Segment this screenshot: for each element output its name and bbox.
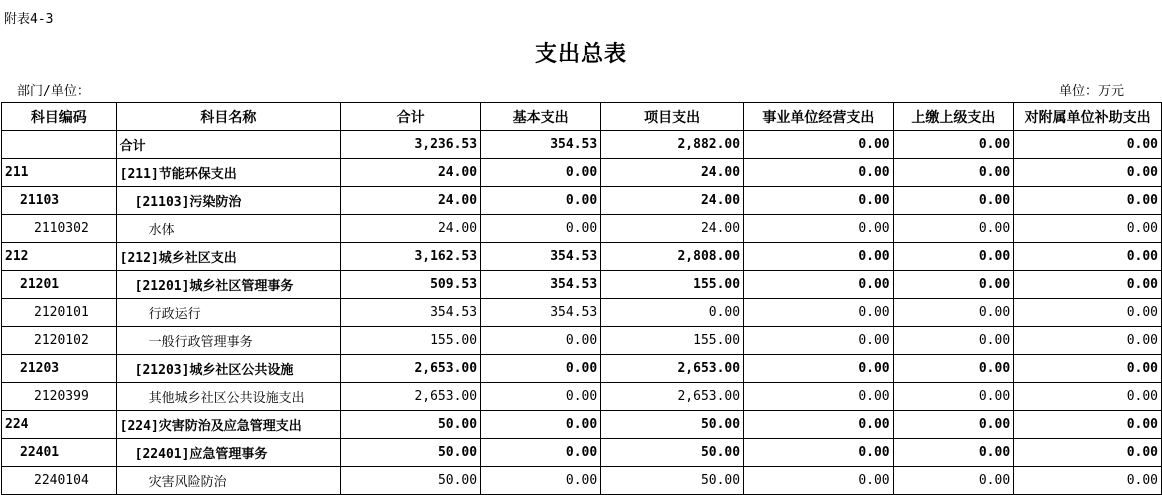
amount-cell: 3,162.53: [341, 243, 481, 271]
subject-code-cell: [2, 131, 117, 159]
subject-name-cell: [211]节能环保支出: [116, 159, 341, 187]
amount-cell: 0.00: [893, 215, 1014, 243]
subject-code-cell: 211: [2, 159, 117, 187]
table-header-row: [2, 103, 1162, 131]
amount-cell: 2,882.00: [601, 131, 744, 159]
amount-cell: 50.00: [341, 411, 481, 439]
amount-cell: 0.00: [481, 355, 601, 383]
amount-cell: 0.00: [481, 439, 601, 467]
subject-name-cell: 合计: [116, 131, 341, 159]
column-header: 对附属单位补助支出: [1014, 103, 1162, 131]
column-header: 科目编码: [2, 103, 117, 131]
amount-cell: 0.00: [744, 299, 894, 327]
table-row: [2, 411, 1162, 439]
subject-name-cell: [21203]城乡社区公共设施: [116, 355, 341, 383]
subject-name-cell: [224]灾害防治及应急管理支出: [116, 411, 341, 439]
amount-cell: 0.00: [481, 467, 601, 495]
subject-code-cell: 22401: [2, 439, 117, 467]
appendix-label: 附表4-3: [4, 12, 54, 27]
amount-cell: 50.00: [601, 439, 744, 467]
amount-cell: 0.00: [1014, 131, 1162, 159]
subject-code-cell: 21203: [2, 355, 117, 383]
amount-cell: 0.00: [1014, 439, 1162, 467]
subject-code-cell: 2110302: [2, 215, 117, 243]
subject-code-cell: 21201: [2, 271, 117, 299]
amount-cell: 0.00: [1014, 411, 1162, 439]
amount-cell: 24.00: [341, 159, 481, 187]
table-row: [2, 131, 1162, 159]
subject-code-cell: 21103: [2, 187, 117, 215]
amount-cell: 0.00: [893, 299, 1014, 327]
subject-name-cell: 行政运行: [116, 299, 341, 327]
amount-cell: 0.00: [1014, 187, 1162, 215]
amount-cell: 0.00: [744, 243, 894, 271]
amount-cell: 0.00: [1014, 243, 1162, 271]
subject-code-cell: 2120101: [2, 299, 117, 327]
subject-code-cell: 2120102: [2, 327, 117, 355]
amount-cell: 0.00: [744, 159, 894, 187]
amount-cell: 50.00: [601, 467, 744, 495]
amount-cell: 50.00: [341, 439, 481, 467]
unit-label: 单位：万元: [1058, 84, 1124, 99]
amount-cell: 155.00: [601, 271, 744, 299]
amount-cell: 0.00: [744, 411, 894, 439]
subject-name-cell: 一般行政管理事务: [116, 327, 341, 355]
amount-cell: 0.00: [481, 383, 601, 411]
amount-cell: 24.00: [341, 187, 481, 215]
amount-cell: 0.00: [893, 355, 1014, 383]
amount-cell: 0.00: [893, 187, 1014, 215]
amount-cell: 0.00: [744, 439, 894, 467]
table-row: [2, 215, 1162, 243]
amount-cell: 354.53: [481, 299, 601, 327]
table-row: [2, 439, 1162, 467]
subject-name-cell: 水体: [116, 215, 341, 243]
amount-cell: 0.00: [601, 299, 744, 327]
subject-name-cell: [22401]应急管理事务: [116, 439, 341, 467]
amount-cell: 0.00: [744, 271, 894, 299]
amount-cell: 0.00: [893, 327, 1014, 355]
amount-cell: 0.00: [893, 243, 1014, 271]
amount-cell: 2,808.00: [601, 243, 744, 271]
amount-cell: 0.00: [481, 411, 601, 439]
amount-cell: 2,653.00: [601, 383, 744, 411]
table-row: [2, 383, 1162, 411]
table-row: [2, 187, 1162, 215]
amount-cell: 2,653.00: [341, 355, 481, 383]
amount-cell: 0.00: [481, 159, 601, 187]
column-header: 科目名称: [116, 103, 341, 131]
amount-cell: 0.00: [1014, 299, 1162, 327]
amount-cell: 0.00: [744, 215, 894, 243]
amount-cell: 354.53: [481, 243, 601, 271]
amount-cell: 0.00: [1014, 467, 1162, 495]
amount-cell: 2,653.00: [601, 355, 744, 383]
amount-cell: 155.00: [601, 327, 744, 355]
table-row: [2, 271, 1162, 299]
column-header: 基本支出: [481, 103, 601, 131]
column-header: 上缴上级支出: [893, 103, 1014, 131]
amount-cell: 509.53: [341, 271, 481, 299]
amount-cell: 0.00: [1014, 383, 1162, 411]
amount-cell: 0.00: [744, 467, 894, 495]
amount-cell: 0.00: [893, 467, 1014, 495]
page-title: 支出总表: [534, 42, 627, 67]
amount-cell: 155.00: [341, 327, 481, 355]
column-header: 合计: [341, 103, 481, 131]
subject-name-cell: [212]城乡社区支出: [116, 243, 341, 271]
amount-cell: 0.00: [481, 327, 601, 355]
amount-cell: 24.00: [341, 215, 481, 243]
column-header: 项目支出: [601, 103, 744, 131]
amount-cell: 0.00: [1014, 159, 1162, 187]
subject-code-cell: 2240104: [2, 467, 117, 495]
subject-name-cell: 灾害风险防治: [116, 467, 341, 495]
amount-cell: 0.00: [744, 355, 894, 383]
amount-cell: 0.00: [1014, 327, 1162, 355]
amount-cell: 354.53: [481, 131, 601, 159]
table-row: [2, 467, 1162, 495]
amount-cell: 0.00: [481, 187, 601, 215]
amount-cell: 0.00: [893, 271, 1014, 299]
subject-code-cell: 212: [2, 243, 117, 271]
table-row: [2, 159, 1162, 187]
amount-cell: 0.00: [893, 411, 1014, 439]
table-row: [2, 243, 1162, 271]
amount-cell: 0.00: [744, 383, 894, 411]
table-row: [2, 327, 1162, 355]
table-row: [2, 299, 1162, 327]
dept-label: 部门/单位：: [17, 84, 90, 99]
amount-cell: 0.00: [893, 439, 1014, 467]
amount-cell: 0.00: [1014, 355, 1162, 383]
subject-name-cell: [21103]污染防治: [116, 187, 341, 215]
amount-cell: 24.00: [601, 187, 744, 215]
amount-cell: 0.00: [893, 159, 1014, 187]
amount-cell: 50.00: [341, 467, 481, 495]
amount-cell: 24.00: [601, 159, 744, 187]
amount-cell: 0.00: [893, 383, 1014, 411]
expenditure-table: [1, 102, 1162, 495]
table-row: [2, 355, 1162, 383]
amount-cell: 50.00: [601, 411, 744, 439]
subject-name-cell: 其他城乡社区公共设施支出: [116, 383, 341, 411]
amount-cell: 0.00: [481, 215, 601, 243]
amount-cell: 24.00: [601, 215, 744, 243]
amount-cell: 354.53: [341, 299, 481, 327]
amount-cell: 354.53: [481, 271, 601, 299]
amount-cell: 0.00: [893, 131, 1014, 159]
column-header: 事业单位经营支出: [744, 103, 894, 131]
amount-cell: 0.00: [744, 327, 894, 355]
subject-code-cell: 2120399: [2, 383, 117, 411]
amount-cell: 0.00: [744, 187, 894, 215]
amount-cell: 0.00: [744, 131, 894, 159]
amount-cell: 0.00: [1014, 215, 1162, 243]
amount-cell: 2,653.00: [341, 383, 481, 411]
subject-name-cell: [21201]城乡社区管理事务: [116, 271, 341, 299]
subject-code-cell: 224: [2, 411, 117, 439]
amount-cell: 0.00: [1014, 271, 1162, 299]
amount-cell: 3,236.53: [341, 131, 481, 159]
